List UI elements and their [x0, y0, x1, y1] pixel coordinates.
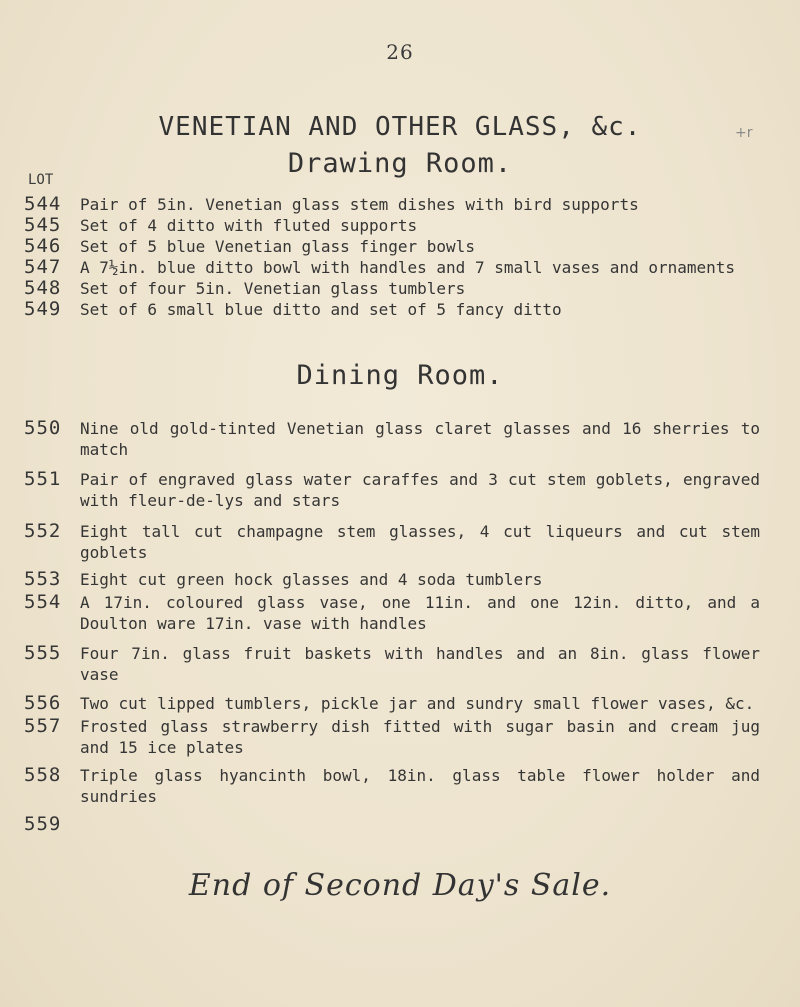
lot-number: 557	[24, 715, 62, 737]
lot-description: Two cut lipped tumblers, pickle jar and sundry small flower vases, &c.	[80, 694, 755, 713]
lot-number: 554	[24, 591, 62, 613]
lot-number: 544	[24, 193, 62, 215]
lot-number: 558	[24, 764, 62, 786]
lot-description: Four 7in. glass fruit baskets with handles and an 8in. glass flower vase	[80, 644, 760, 684]
lot-description: Set of 4 ditto with fluted supports	[80, 216, 418, 235]
lot-number: 548	[24, 277, 62, 299]
lot-description: Pair of engraved glass water caraffes and 3 cut stem goblets, engraved with fleur-de-lys and stars	[80, 470, 760, 510]
section-heading-drawing-room: Drawing Room.	[287, 148, 513, 179]
lot-description: Eight cut green hock glasses and 4 soda tumblers	[80, 570, 543, 589]
lot-number: 547	[24, 256, 62, 278]
lot-number: 550	[24, 417, 62, 439]
lot-description: A 17in. coloured glass vase, one 11in. and one 12in. ditto, and a Doulton ware 17in. vase with handles	[80, 593, 760, 633]
lot-number: 556	[24, 692, 62, 714]
page-title: VENETIAN AND OTHER GLASS, &c.	[158, 112, 642, 142]
lot-description: Set of 5 blue Venetian glass finger bowls	[80, 237, 475, 256]
lot-description: Triple glass hyancinth bowl, 18in. glass table flower holder and sundries	[80, 766, 760, 806]
lot-number: 551	[24, 468, 62, 490]
closing-line: End of Second Day's Sale.	[188, 868, 612, 903]
lot-number: 545	[24, 214, 62, 236]
page-number: 26	[386, 40, 414, 64]
lot-number: 549	[24, 298, 62, 320]
section-heading-dining-room: Dining Room.	[296, 360, 504, 391]
lot-number: 546	[24, 235, 62, 257]
lot-description: Set of 6 small blue ditto and set of 5 fancy ditto	[80, 300, 562, 319]
lot-description: Set of four 5in. Venetian glass tumblers	[80, 279, 466, 298]
lot-description: Eight tall cut champagne stem glasses, 4 cut liqueurs and cut stem goblets	[80, 522, 760, 562]
lot-description: Frosted glass strawberry dish fitted with sugar basin and cream jug and 15 ice plates	[80, 717, 760, 757]
lot-number: 559	[24, 813, 62, 835]
lot-number: 553	[24, 568, 62, 590]
lot-description: Nine old gold-tinted Venetian glass claret glasses and 16 sherries to match	[80, 419, 760, 459]
lot-column-header: LOT	[28, 172, 54, 188]
lot-number: 552	[24, 520, 62, 542]
lot-number: 555	[24, 642, 62, 664]
lot-description: Pair of 5in. Venetian glass stem dishes with bird supports	[80, 195, 639, 214]
lot-description: A 7½in. blue ditto bowl with handles and 7 small vases and ornaments	[80, 258, 736, 277]
pencil-annotation: +r	[735, 125, 753, 141]
